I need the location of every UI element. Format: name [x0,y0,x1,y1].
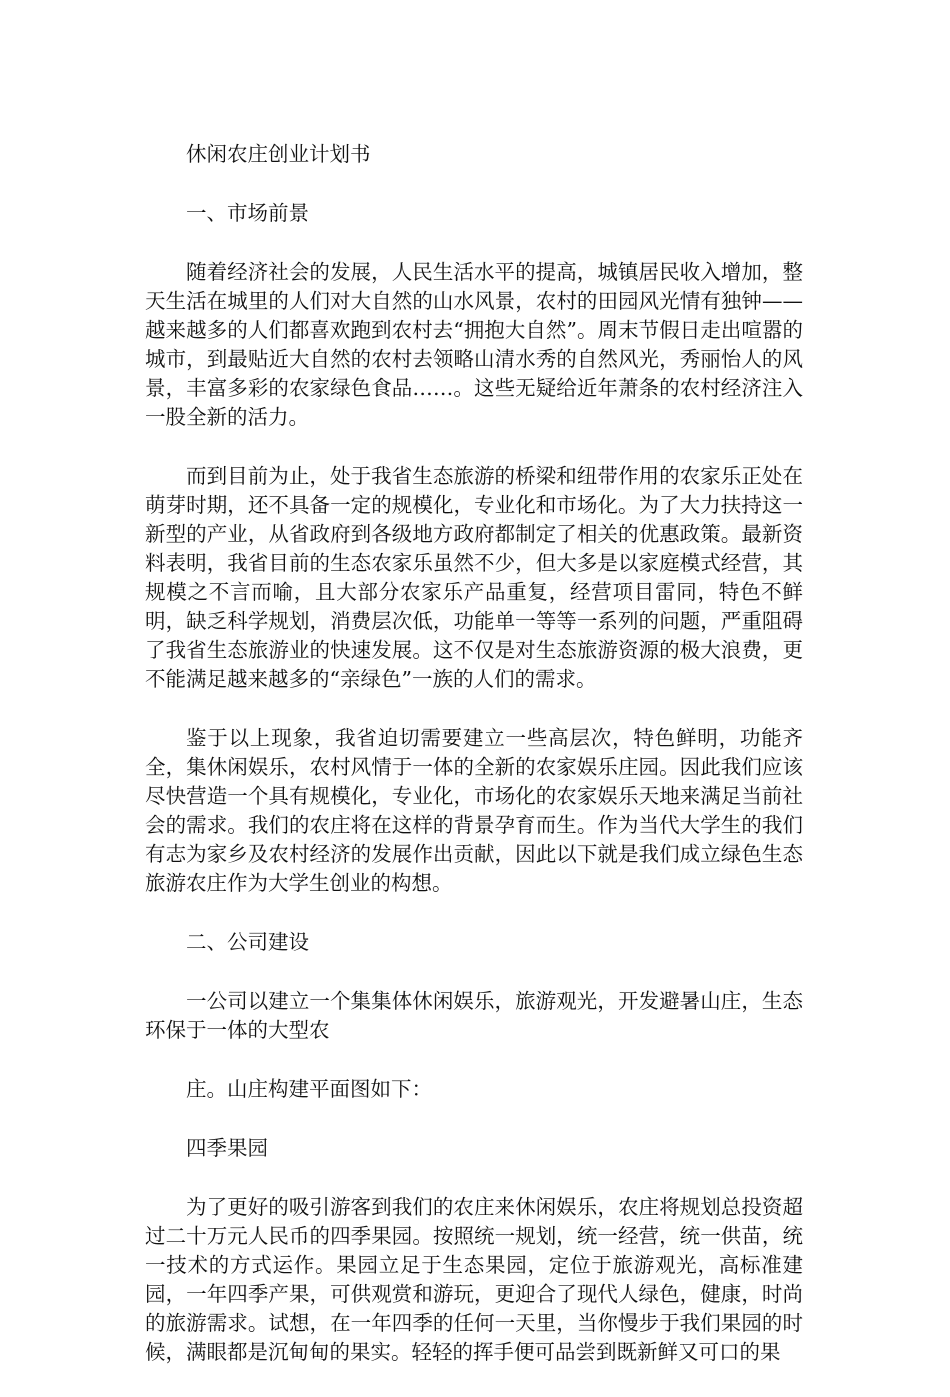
section-heading-company-construction: 二、公司建设 [186,930,309,954]
paragraph-orchard: 为了更好的吸引游客到我们的农庄来休闲娱乐，农庄将规划总投资超过二十万元人民币的四季果园。按照统一规划，统一经营，统一供苗，统一技术的方式运作。果园立足于生态果园，定位于旅游观光，高标准建园，一年四季产果，可供观赏和游玩，更迎合了现代人绿色，健康，时尚的旅游需求。试想，在一年四季的任何一天里，当你慢步于我们果园的时候，满眼都是沉甸甸的果实。轻轻的挥手便可品尝到既新鲜又可口的果 [145,1195,803,1364]
document-body [145,140,803,1397]
document-title: 休闲农庄创业计划书 [186,142,371,166]
paragraph-company-1: 一公司以建立一个集集体休闲娱乐，旅游观光，开发避暑山庄，生态环保于一体的大型农 [145,989,803,1042]
section-heading-market-outlook: 一、市场前景 [186,201,309,225]
paragraph-market-1: 随着经济社会的发展，人民生活水平的提高，城镇居民收入增加，整天生活在城里的人们对大自然的山水风景，农村的田园风光情有独钟——越来越多的人们都喜欢跑到农村去“拥抱大自然”。周末节假日走出喧嚣的城市，到最贴近大自然的农村去领略山清水秀的自然风光，秀丽怡人的风景，丰富多彩的农家绿色食品……。这些无疑给近年萧条的农村经济注入一股全新的活力。 [145,260,803,429]
paragraph-market-3: 鉴于以上现象，我省迫切需要建立一些高层次，特色鲜明，功能齐全，集休闲娱乐，农村风情于一体的全新的农家娱乐庄园。因此我们应该尽快营造一个具有规模化，专业化，市场化的农家娱乐天地来满足当前社会的需求。我们的农庄将在这样的背景孕育而生。作为当代大学生的我们有志为家乡及农村经济的发展作出贡献，因此以下就是我们成立绿色生态旅游农庄作为大学生创业的构想。 [145,726,803,895]
paragraph-company-2: 庄。山庄构建平面图如下： [186,1077,432,1101]
subheading-four-seasons-orchard: 四季果园 [186,1136,268,1160]
paragraph-market-2: 而到目前为止，处于我省生态旅游的桥梁和纽带作用的农家乐正处在萌芽时期，还不具备一定的规模化，专业化和市场化。为了大力扶持这一新型的产业，从省政府到各级地方政府都制定了相关的优惠政策。最新资料表明，我省目前的生态农家乐虽然不少，但大多是以家庭模式经营，其规模之不言而喻，且大部分农家乐产品重复，经营项目雷同，特色不鲜明，缺乏科学规划，消费层次低，功能单一等等一系列的问题，严重阻碍了我省生态旅游业的快速发展。这不仅是对生态旅游资源的极大浪费，更不能满足越来越多的“亲绿色”一族的人们的需求。 [145,464,803,691]
